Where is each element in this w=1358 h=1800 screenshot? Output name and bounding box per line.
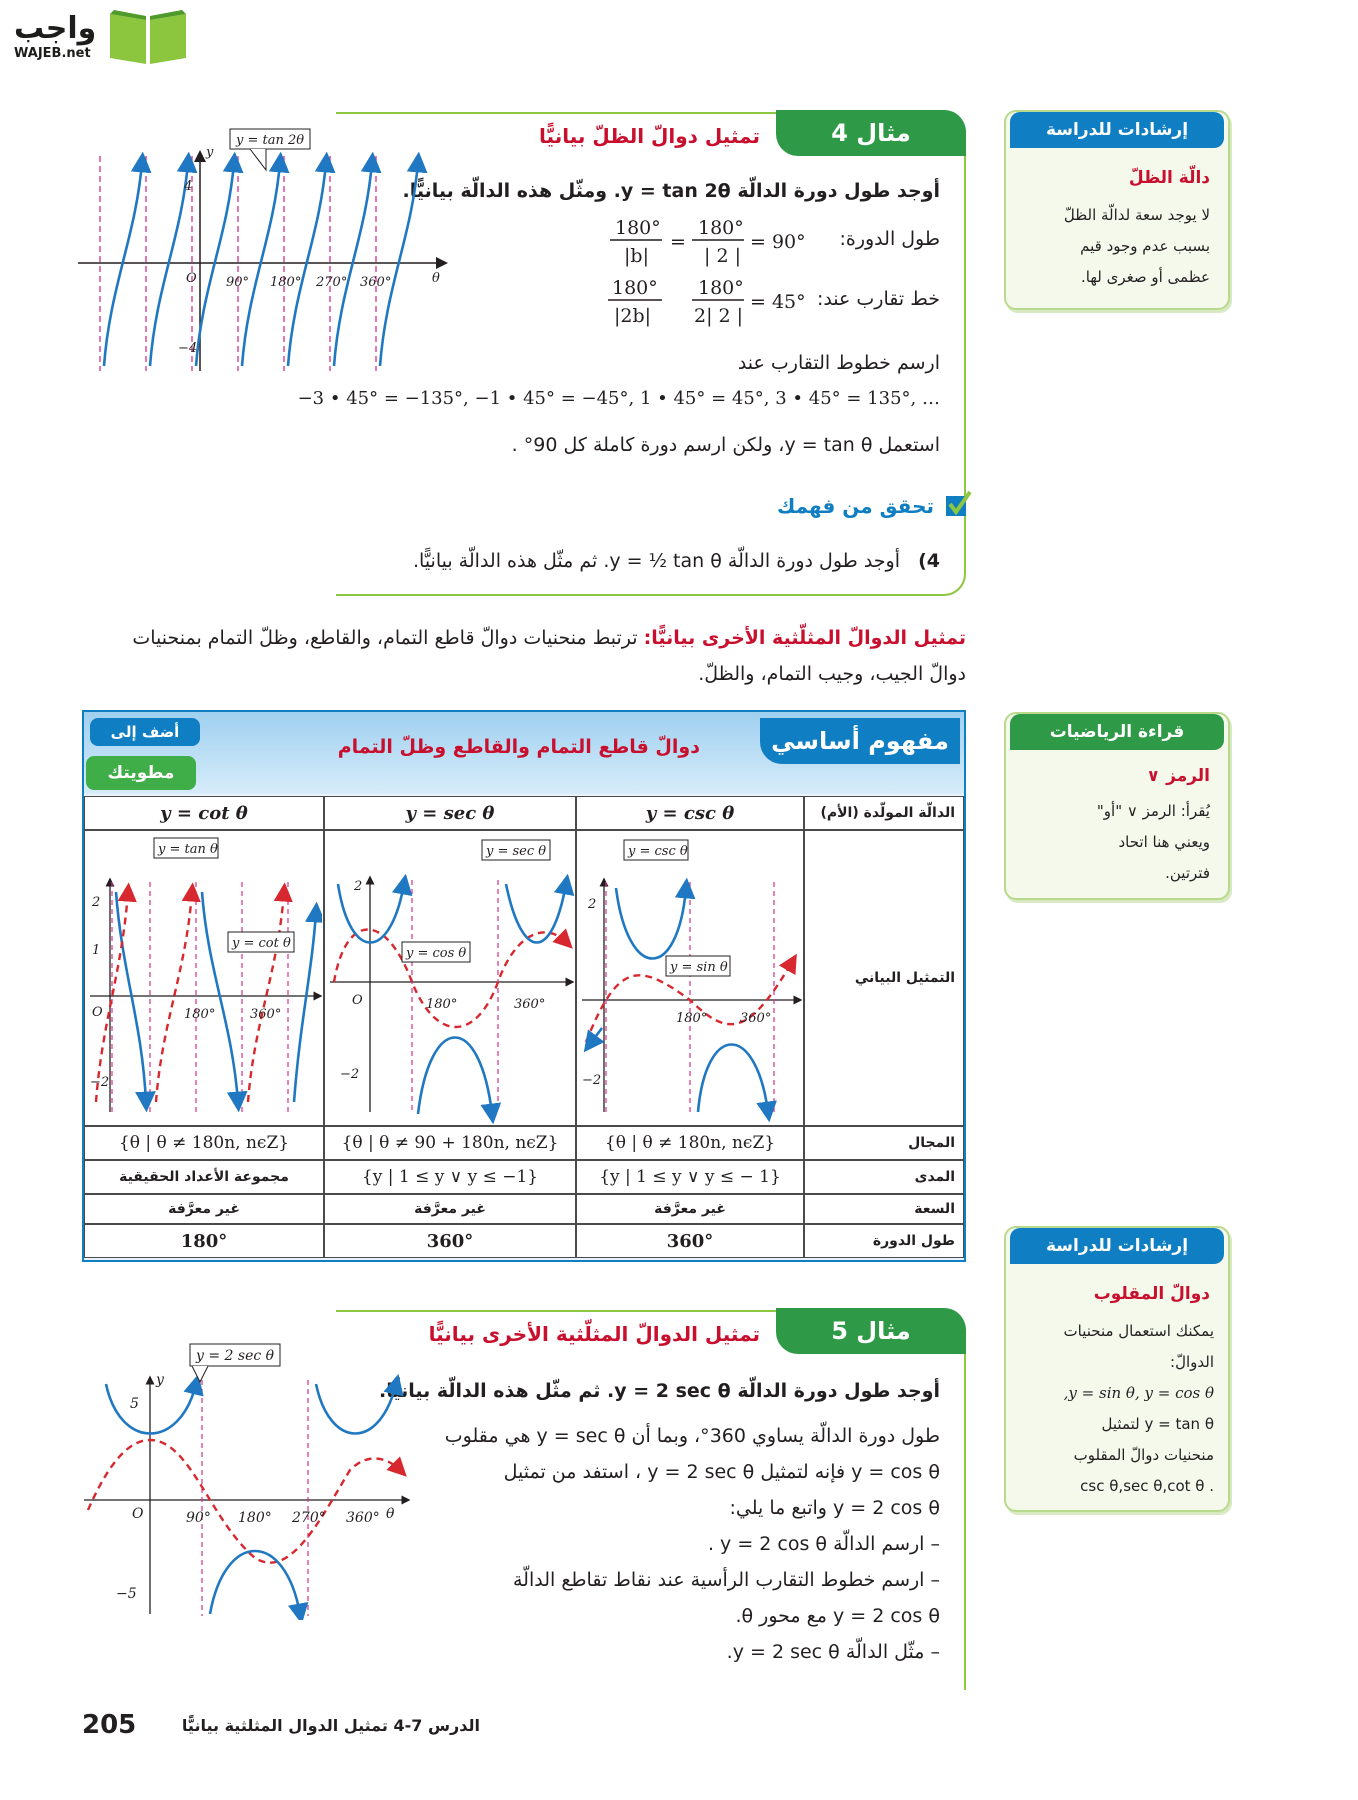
sec-amplitude: غير معرَّفة	[324, 1194, 576, 1224]
check-number: 4)	[918, 550, 940, 572]
cot-graph	[86, 832, 322, 1124]
period-equation	[600, 210, 820, 270]
study-tip-2-line: يمكنك استعمال منحنيات	[1063, 1322, 1214, 1340]
svg-text:| 2 |: | 2 |	[704, 245, 741, 267]
sec-tick-180: 180°	[426, 997, 458, 1012]
sec-y-top: 2	[354, 879, 363, 894]
svg-text:|b|: |b|	[624, 245, 649, 267]
col-csc-func: y = csc θ	[576, 796, 804, 830]
csc-label: y = csc θ	[628, 844, 688, 859]
reading-math-subtitle: الرمز ∨	[1146, 766, 1210, 786]
tan2-label: y = tan 2θ	[236, 133, 305, 148]
example-5-line: – ارسم خطوط التقارب الرأسية عند نقاط تقاطع الدالّة	[512, 1569, 940, 1591]
example-5-line: y = 2 cos θ مع محور θ.	[735, 1605, 940, 1627]
cot-tick-360: 360°	[250, 1007, 282, 1022]
svg-text:180°: 180°	[615, 217, 661, 239]
sec-graph	[326, 832, 574, 1124]
footer-lesson-number: الدرس 7-4	[393, 1716, 480, 1735]
cot-tick-180: 180°	[184, 1007, 216, 1022]
foldable-button[interactable]: مطويتك	[86, 756, 196, 790]
study-tip-2-line: y = sin θ, y = cos θ,	[1063, 1384, 1214, 1402]
study-tip-1-body	[1020, 200, 1210, 293]
section-text-1: ترتبط منحنيات دوالّ قاطع التمام، والقاطع، وظلّ التمام بمنحنيات	[132, 627, 638, 649]
svg-text:O: O	[352, 993, 363, 1008]
sec-tick-360: 360°	[514, 997, 546, 1012]
row-label-amplitude: السعة	[804, 1194, 964, 1224]
asymptote-label: خط تقارب عند:	[816, 288, 940, 310]
2sec-tick-90: 90°	[186, 1510, 211, 1526]
sec-label: y = sec θ	[486, 844, 547, 859]
section-paragraph	[80, 620, 966, 692]
sec-domain: {θ | θ ≠ 90 + 180n, nϵZ}	[324, 1126, 576, 1160]
example-5-title: تمثيل الدوالّ المثلّثية الأخرى بيانيًّا	[428, 1322, 760, 1346]
cot-y-bottom: −2	[90, 1075, 110, 1090]
example-5-line: – ارسم الدالّة y = 2 cos θ .	[707, 1533, 940, 1555]
book-logo-icon	[106, 6, 190, 66]
cot-y-top: 2	[92, 895, 101, 910]
2sec-tick-270: 270°	[292, 1510, 326, 1526]
key-concept-title: دوالّ قاطع التمام والقاطع وظلّ التمام	[337, 736, 700, 758]
use-tan-line: استعمل y = tan θ، ولكن ارسم دورة كاملة كل 90° .	[511, 434, 940, 456]
csc-period: 360°	[576, 1224, 804, 1258]
csc-graph	[578, 832, 802, 1124]
example-5-line: – مثّل الدالّة y = 2 sec θ.	[726, 1641, 940, 1663]
tan2-tick-270: 270°	[316, 275, 348, 290]
tan2-y-top: 4	[184, 179, 193, 194]
sin-label: y = sin θ	[670, 960, 728, 975]
row-label-graph: التمثيل البياني	[804, 830, 964, 1126]
svg-text:180°: 180°	[612, 277, 658, 299]
tan2-y-axis: y	[206, 145, 214, 160]
example-4-title: تمثيل دوالّ الظلّ بيانيًّا	[539, 124, 760, 148]
tan2-tick-180: 180°	[270, 275, 302, 290]
cot-label: y = cot θ	[232, 936, 291, 951]
svg-text:= 90°: = 90°	[750, 231, 806, 253]
tan2-x-axis: θ	[432, 271, 440, 286]
2sec-y-axis: y	[156, 1372, 164, 1388]
study-tip-2-line: منحنيات دوالّ المقلوب	[1073, 1446, 1214, 1464]
study-tip-2-line: . csc θ,sec θ,cot θ	[1080, 1477, 1214, 1495]
example-5-steps	[420, 1418, 940, 1670]
example-5-intro: أوجد طول دورة الدالّة y = 2 sec θ. ثم مثّل هذه الدالّة بيانيًّا.	[379, 1380, 940, 1402]
tan2-tick-90: 90°	[226, 275, 250, 290]
svg-text:2| 2 |: 2| 2 |	[694, 305, 744, 327]
2sec-graph	[80, 1340, 410, 1620]
2sec-x-axis: θ	[386, 1506, 395, 1522]
csc-y-bottom: −2	[582, 1073, 602, 1088]
study-tip-2-line: الدوالّ:	[1170, 1353, 1214, 1371]
study-tip-1-line: لا يوجد سعة لدالّة الظلّ	[1063, 206, 1210, 224]
reading-math-header: قراءة الرياضيات	[1010, 714, 1224, 750]
section-title: تمثيل الدوالّ المثلّثية الأخرى بيانيًّا:	[643, 627, 966, 649]
svg-text:=: =	[670, 231, 686, 253]
logo-subtext: WAJEB.net	[14, 46, 91, 61]
sec-range: {y | 1 ≤ y ∨ y ≤ −1}	[324, 1160, 576, 1194]
example-5-line: y = 2 cos θ واتبع ما يلي:	[729, 1497, 940, 1519]
tan2-y-bottom: −4	[178, 341, 198, 356]
study-tip-2-body	[1016, 1316, 1214, 1502]
cot-y-mid: 1	[92, 943, 101, 958]
logo-text: واجب	[14, 11, 97, 46]
draw-asymptotes-text: ارسم خطوط التقارب عند	[737, 352, 940, 374]
cot-domain: {θ | θ ≠ 180n, nϵZ}	[84, 1126, 324, 1160]
tan-label: y = tan θ	[158, 842, 218, 857]
study-tip-1-header: إرشادات للدراسة	[1010, 112, 1224, 148]
csc-tick-360: 360°	[740, 1011, 772, 1026]
example-4-intro: أوجد طول دورة الدالّة y = tan 2θ. ومثّل هذه الدالّة بيانيًّا.	[402, 180, 940, 202]
reading-math-body	[1020, 796, 1210, 889]
example-5-label: مثال 5	[776, 1308, 966, 1354]
2sec-y-bottom: −5	[116, 1586, 137, 1602]
study-tip-2-header: إرشادات للدراسة	[1010, 1228, 1224, 1264]
csc-domain: {θ | θ ≠ 180n, nϵZ}	[576, 1126, 804, 1160]
footer-lesson-title: تمثيل الدوال المثلثية بيانيًّا	[181, 1716, 388, 1735]
row-label-range: المدى	[804, 1160, 964, 1194]
footer-lesson	[150, 1716, 480, 1735]
check-text: أوجد طول دورة الدالّة y = ½ tan θ. ثم مثّل هذه الدالّة بيانيًّا.	[412, 550, 900, 572]
add-to-foldable-label[interactable]: أضف إلى	[90, 718, 200, 746]
svg-text:O: O	[92, 1005, 103, 1020]
section-text-2: دوالّ الجيب، وجيب التمام، والظلّ.	[698, 663, 966, 685]
svg-text:= 45°: = 45°	[750, 291, 806, 313]
col-sec-func: y = sec θ	[324, 796, 576, 830]
tan2theta-graph	[70, 126, 450, 376]
study-tip-2-line: y = tan θ لتمثيل	[1101, 1415, 1214, 1433]
2sec-origin: O	[132, 1506, 144, 1522]
cos-label: y = cos θ	[406, 946, 467, 961]
tan2-origin: O	[186, 271, 197, 286]
cot-range: مجموعة الأعداد الحقيقية	[84, 1160, 324, 1194]
example-4-label: مثال 4	[776, 110, 966, 156]
2sec-label: y = 2 sec θ	[196, 1348, 275, 1364]
csc-y-top: 2	[588, 897, 597, 912]
study-tip-2-subtitle: دوالّ المقلوب	[1093, 1284, 1210, 1304]
cot-period: 180°	[84, 1224, 324, 1258]
csc-amplitude: غير معرَّفة	[576, 1194, 804, 1224]
tan2-tick-360: 360°	[360, 275, 392, 290]
asymptote-values: −3 • 45° = −135°, −1 • 45° = −45°, 1 • 45° = 45°, 3 • 45° = 135°, …	[297, 388, 940, 409]
csc-range: {y | 1 ≤ y ∨ y ≤ − 1}	[576, 1160, 804, 1194]
csc-tick-180: 180°	[676, 1011, 708, 1026]
row-label-domain: المجال	[804, 1126, 964, 1160]
check-title: تحقق من فهمك	[777, 494, 934, 518]
2sec-tick-360: 360°	[346, 1510, 380, 1526]
2sec-y-top: 5	[130, 1396, 139, 1412]
example-5-line: طول دورة الدالّة يساوي 360°، وبما أن y = sec θ هي مقلوب	[444, 1425, 940, 1447]
study-tip-1-line: عظمى أو صغرى لها.	[1081, 268, 1210, 286]
2sec-tick-180: 180°	[238, 1510, 272, 1526]
row-label-period: طول الدورة	[804, 1224, 964, 1258]
asymptote-equation	[600, 270, 820, 330]
reading-math-line: ويعني هنا اتحاد	[1118, 833, 1210, 851]
key-concept-header: مفهوم أساسي	[760, 718, 960, 764]
reading-math-line: يُقرأ: الرمز ∨ "أو"	[1096, 802, 1210, 820]
reading-math-line: فترتين.	[1165, 864, 1210, 882]
svg-text:180°: 180°	[698, 217, 744, 239]
study-tip-1-subtitle: دالّة الظلّ	[1128, 168, 1210, 188]
row-label-parent: الدالّة المولّدة (الأم)	[804, 796, 964, 830]
col-cot-func: y = cot θ	[84, 796, 324, 830]
svg-text:|2b|: |2b|	[614, 305, 652, 327]
sec-y-bottom: −2	[340, 1067, 360, 1082]
study-tip-1-line: بسبب عدم وجود قيم	[1080, 237, 1210, 255]
check-icon	[944, 490, 972, 518]
sec-period: 360°	[324, 1224, 576, 1258]
page-number: 205	[82, 1710, 137, 1740]
svg-text:180°: 180°	[698, 277, 744, 299]
cot-amplitude: غير معرَّفة	[84, 1194, 324, 1224]
example-5-line: y = cos θ فإنه لتمثيل y = 2 sec θ ، استفد من تمثيل	[503, 1461, 940, 1483]
period-label: طول الدورة:	[839, 228, 940, 250]
